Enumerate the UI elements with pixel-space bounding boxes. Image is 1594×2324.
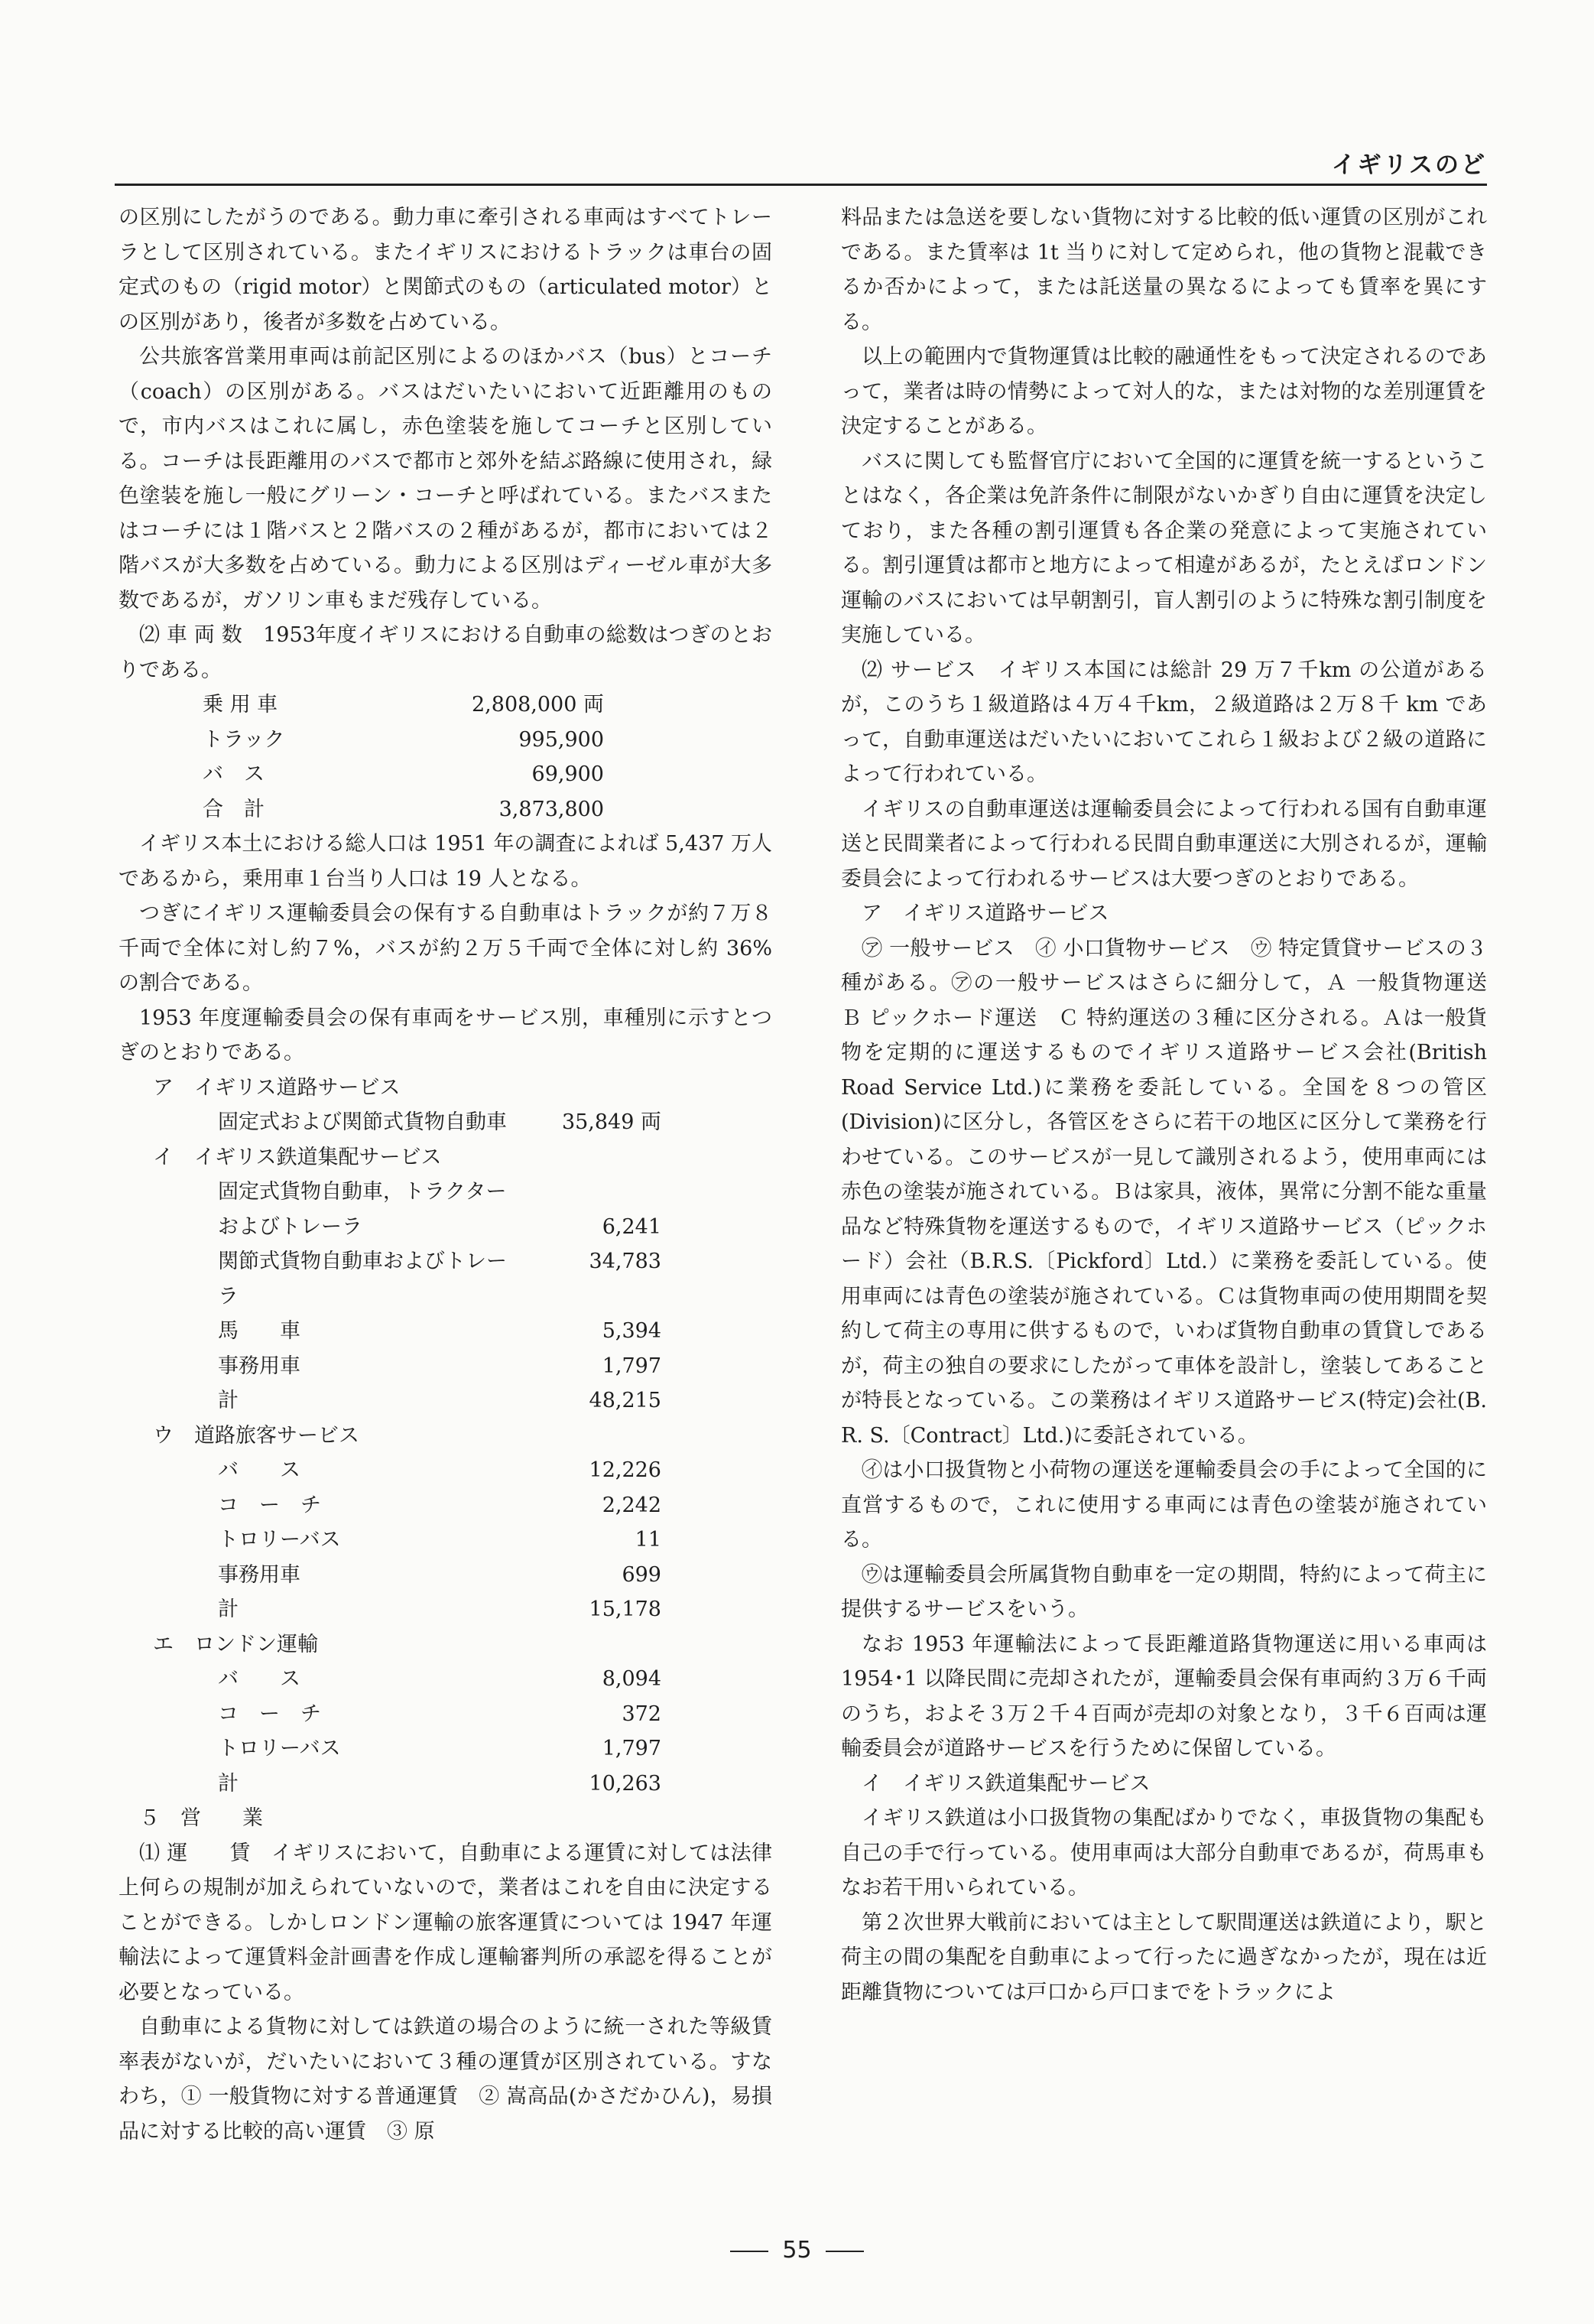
row-label: 計 <box>218 1771 239 1796</box>
row-value: 995,900 <box>518 727 604 752</box>
paragraph: 以上の範囲内で貨物運賃は比較的融通性をもって決定されるのであって，業者は時の情勢によって対人的な，または対物的な差別運賃を決定することがある。 <box>841 345 1487 438</box>
footer-dash <box>826 2251 864 2252</box>
vehicle-totals-table <box>118 687 772 827</box>
page-number: 55 <box>782 2237 812 2264</box>
row-label: コ ー チ <box>218 1493 321 1517</box>
row-value: 11 <box>635 1528 661 1552</box>
table-row <box>118 1105 772 1140</box>
row-value: 699 <box>622 1562 661 1587</box>
row-label: 事務用車 <box>218 1562 300 1587</box>
row-label: 計 <box>218 1389 239 1412</box>
row-label: 固定式貨物自動車，トラクター <box>218 1180 507 1204</box>
row-value <box>508 1175 661 1210</box>
table-row <box>118 1731 772 1767</box>
row-label: バ ス <box>203 762 265 786</box>
service-group-title: イ イギリス鉄道集配サービス <box>153 1145 442 1169</box>
row-value: 34,783 <box>589 1250 661 1273</box>
row-value: 15,178 <box>589 1598 661 1621</box>
paragraph: 料品または急送を要しない貨物に対する比較的低い運賃の区別がこれである。また賃率は 1t 当りに対して定められ，他の貨物と混載できるか否かによって，または託送量の異なるによっても賃率を異にする。 <box>841 206 1487 334</box>
paragraph: イギリス鉄道は小口扱貨物の集配ばかりでなく，車扱貨物の集配も自己の手で行っている。使用車両は大部分自動車であるが，荷馬車もなお若干用いられている。 <box>841 1806 1487 1900</box>
paragraph: バスに関しても監督官庁において全国的に運賃を統一するということはなく，各企業は免許条件に制限がないかぎり自由に運賃を決定しており，また各種の割引運賃も各企業の発意によって実施されている。割引運賃は都市と地方によって相違があるが，たとえばロンドン運輸のバスにおいては早朝割引，盲人割引のように特殊な割引制度を実施している。 <box>841 449 1487 647</box>
row-value: 5,394 <box>602 1319 661 1343</box>
row-label: 合 計 <box>203 797 265 821</box>
table-row <box>118 1453 772 1488</box>
table-row <box>118 687 772 723</box>
row-value: 10,263 <box>589 1771 661 1796</box>
service-group-title: ア イギリス道路サービス <box>153 1075 401 1100</box>
header-rule <box>115 184 1487 186</box>
row-value: 12,226 <box>589 1458 661 1482</box>
paragraph: の区別にしたがうのである。動力車に牽引される車両はすべてトレーラとして区別されている。またイギリスにおけるトラックは車台の固定式のもの（rigid motor）と関節式のもの（articulated motor）との区別があり，後者が多数を占めている。 <box>118 206 772 334</box>
table-row <box>118 1314 772 1349</box>
page-footer <box>0 2237 1594 2264</box>
service-group-title: ウ 道路旅客サービス <box>153 1423 359 1448</box>
table-row <box>118 1244 772 1314</box>
paragraph: イギリス本土における総人口は 1951 年の調査によれば 5,437 万人であるから，乗用車１台当り人口は 19 人となる。 <box>118 832 772 891</box>
table-row <box>118 1383 772 1419</box>
table-row <box>118 1523 772 1558</box>
table-row <box>118 1662 772 1697</box>
row-label: 乗 用 車 <box>203 693 278 717</box>
paragraph: ⑵ サービス イギリス本国には総計 29 万７千km の公道があるが，このうち１級道路は４万４千km，２級道路は２万８千 km であって，自動車運送はだいたいにおいてこれら１級および２級の道路によって行われている。 <box>841 658 1487 786</box>
row-value: 8,094 <box>602 1667 661 1691</box>
table-row <box>118 757 772 792</box>
footer-dash <box>730 2251 768 2252</box>
section-heading: ５ 営 業 <box>139 1806 263 1830</box>
paragraph: なお 1953 年運輸法によって長距離道路貨物運送に用いる車両は 1954･1 以降民間に売却されたが，運輸委員会保有車両約３万６千両のうち，およそ３万２千４百両が売却の対象となり，３千６百両は運輸委員会が道路サービスを行うために保留している。 <box>841 1632 1487 1760</box>
row-value: 372 <box>622 1702 661 1726</box>
table-row <box>118 1488 772 1523</box>
row-label: 馬 車 <box>218 1319 300 1343</box>
row-value: 35,849 両 <box>561 1110 661 1134</box>
row-label: バ ス <box>218 1458 300 1482</box>
table-row <box>118 1592 772 1627</box>
row-label: 固定式および関節式貨物自動車 <box>218 1110 507 1134</box>
paragraph: ㋒は運輸委員会所属貨物自動車を一定の期間，特約によって荷主に提供するサービスをいう。 <box>841 1562 1487 1621</box>
row-value: 6,241 <box>602 1214 661 1239</box>
left-column <box>118 200 772 2149</box>
row-label: 計 <box>218 1598 239 1621</box>
row-label: トロリーバス <box>218 1528 341 1552</box>
paragraph: 1953 年度運輸委員会の保有車両をサービス別，車種別に示すとつぎのとおりである。 <box>118 1006 772 1064</box>
paragraph: つぎにイギリス運輸委員会の保有する自動車はトラックが約７万８千両で全体に対し約７%，バスが約２万５千両で全体に対し約 36% の割合である。 <box>118 902 772 995</box>
row-value: 1,797 <box>602 1737 661 1760</box>
running-header-title: イギリスのど <box>1331 151 1487 179</box>
row-label: コ ー チ <box>218 1702 321 1726</box>
table-row <box>118 723 772 758</box>
service-group-title: エ ロンドン運輸 <box>153 1632 318 1656</box>
row-value: 2,242 <box>602 1493 661 1517</box>
table-row <box>118 1558 772 1593</box>
row-value: 48,215 <box>589 1389 661 1412</box>
subsection-heading: ア イギリス道路サービス <box>862 902 1109 925</box>
table-row <box>118 1349 772 1384</box>
row-value: 69,900 <box>531 762 604 786</box>
row-value: 1,797 <box>602 1354 661 1378</box>
table-row <box>118 1210 772 1245</box>
row-label: およびトレーラ <box>218 1214 362 1239</box>
paragraph: イギリスの自動車運送は運輸委員会によって行われる国有自動車運送と民間業者によって行われる民間自動車運送に大別されるが，運輸委員会によって行われるサービスは大要つぎのとおりである。 <box>841 797 1487 891</box>
row-label: 関節式貨物自動車およびトレーラ <box>218 1250 507 1308</box>
paragraph: 公共旅客営業用車両は前記区別によるのほかバス（bus）とコーチ（coach）の区別がある。バスはだいたいにおいて近距離用のもので，市内バスはこれに属し，赤色塗装を施してコーチと区別している。コーチは長距離用のバスで都市と郊外を結ぶ路線に使用され，緑色塗装を施し一般にグリーン・コーチと呼ばれている。またバスまたはコーチには１階バスと２階バスの２種があるが，都市においては２階バスが大多数を占めている。動力による区別はディーゼル車が大多数であるが，ガソリン車もまだ残存している。 <box>118 345 772 613</box>
table-row <box>118 792 772 827</box>
paragraph: ㋑は小口扱貨物と小荷物の運送を運輸委員会の手によって全国的に直営するもので，これに使用する車両には青色の塗装が施されている。 <box>841 1458 1487 1552</box>
row-value: 3,873,800 <box>498 797 604 821</box>
table-row <box>118 1767 772 1802</box>
table-row <box>118 1697 772 1732</box>
paragraph: 第２次世界大戦前においては主として駅間運送は鉄道により，駅と荷主の間の集配を自動車によって行ったに過ぎなかったが，現在は近距離貨物については戸口から戸口までをトラックによ <box>841 1910 1487 2004</box>
right-column <box>841 200 1508 2010</box>
row-value: 2,808,000 両 <box>472 693 604 717</box>
subsection-heading: イ イギリス鉄道集配サービス <box>862 1771 1151 1796</box>
service-vehicles-table <box>118 1071 772 1802</box>
row-label: トラック <box>203 727 285 752</box>
paragraph: ⑵ 車 両 数 1953年度イギリスにおける自動車の総数はつぎのとおりである。 <box>118 623 772 682</box>
paragraph: ㋐ 一般サービス ㋑ 小口貨物サービス ㋒ 特定賃貸サービスの３種がある。㋐の一般サービスはさらに細分して，Ａ 一般貨物運送 Ｂ ピックホード運送 Ｃ 特約運送の３種に区分される。Ａは一般貨物を定期的に運送するものでイギリス道路サービス会社(British Road Service Ltd.)に業務を委託している。全国を８つの管区(Division)に区分し，各管区をさらに若干の地区に区分して業務を行わせている。このサービスが一見して識別されるよう，使用車両には赤色の塗装が施されている。Ｂは家具，液体，異常に分割不能な重量品など特殊貨物を運送するもので，イギリス道路サービス（ピックホード）会社（B.R.S.〔Pickford〕Ltd.）に業務を委託している。使用車両には青色の塗装が施されている。Ｃは貨物車両の使用期間を契約して荷主の専用に供するもので，いわば貨物自動車の賃貸しであるが，荷主の独自の要求にしたがって車体を設計し，塗装してあることが特長となっている。この業務はイギリス道路サービス(特定)会社(B. R. S.〔Contract〕Ltd.)に委託されている。 <box>841 936 1508 1448</box>
paragraph: 自動車による貨物に対しては鉄道の場合のように統一された等級賃率表がないが，だいたいにおいて３種の運賃が区別されている。すなわち，① 一般貨物に対する普通運賃 ② 嵩高品(かさだかひん)，易損品に対する比較的高い運賃 ③ 原 <box>118 2015 772 2144</box>
row-label: 事務用車 <box>218 1354 300 1378</box>
table-row <box>118 1175 772 1210</box>
paragraph: ⑴ 運 賃 イギリスにおいて，自動車による運賃に対しては法律上何らの規制が加えられていないので，業者はこれを自由に決定することができる。しかしロンドン運輸の旅客運賃については 1947 年運輸法によって運賃料金計画書を作成し運輸審判所の承認を得ることが必要となっている。 <box>118 1841 772 2004</box>
row-label: トロリーバス <box>218 1737 341 1760</box>
row-label: バ ス <box>218 1667 300 1691</box>
